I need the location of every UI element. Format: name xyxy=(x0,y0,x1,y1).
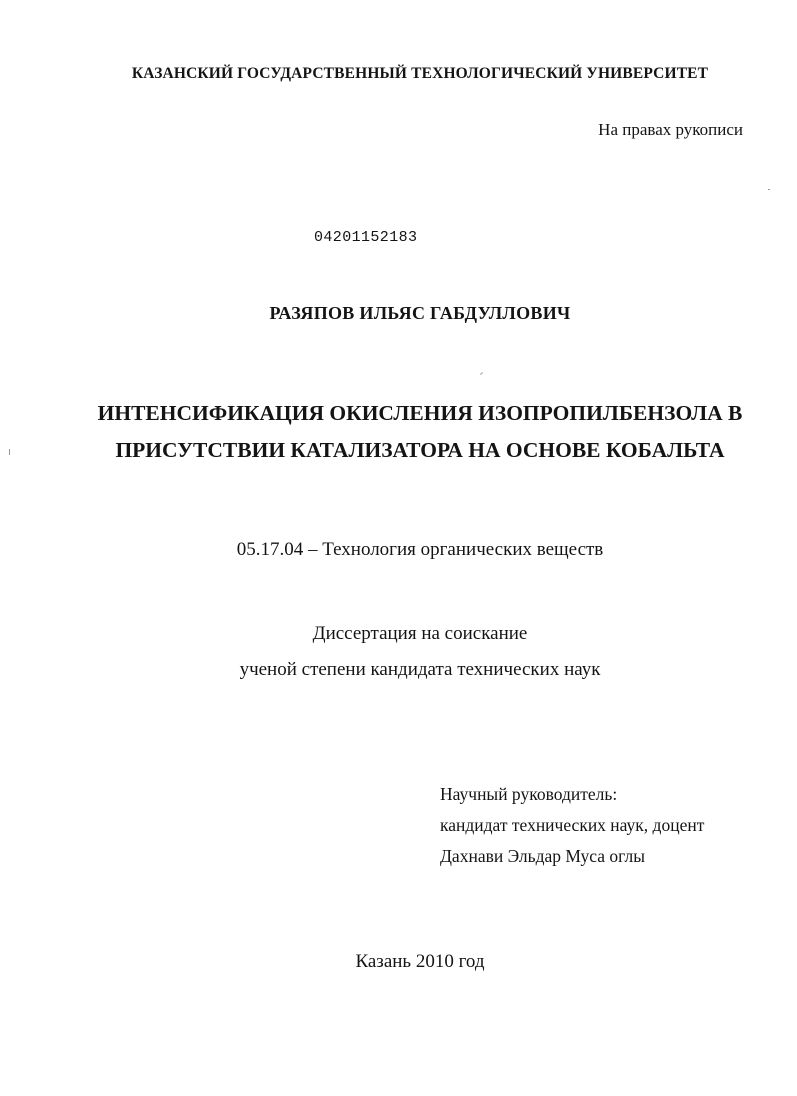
manuscript-note: На правах рукописи xyxy=(598,120,743,139)
library-code: 04201152183 xyxy=(314,229,418,246)
university-name: КАЗАНСКИЙ ГОСУДАРСТВЕННЫЙ ТЕХНОЛОГИЧЕСКИЙ УНИВЕРСИТЕТ xyxy=(131,65,709,82)
scan-speck xyxy=(480,372,483,375)
author-name: РАЗЯПОВ ИЛЬЯС ГАБДУЛЛОВИЧ xyxy=(269,303,571,323)
supervisor-name: Дахнави Эльдар Муса оглы xyxy=(440,846,645,866)
thesis-title-line-2: ПРИСУТСТВИИ КАТАЛИЗАТОРА НА ОСНОВЕ КОБАЛЬТА xyxy=(115,438,725,462)
specialty-code: 05.17.04 – Технология органических веществ xyxy=(236,539,604,560)
scan-speck xyxy=(9,449,10,455)
scan-speck xyxy=(768,189,770,190)
dissertation-type-line-2: ученой степени кандидата технических наук xyxy=(239,659,601,680)
supervisor-label: Научный руководитель: xyxy=(440,784,618,804)
dissertation-type-line-1: Диссертация на соискание xyxy=(312,623,528,644)
thesis-title-line-1: ИНТЕНСИФИКАЦИЯ ОКИСЛЕНИЯ ИЗОПРОПИЛБЕНЗОЛА В xyxy=(97,401,743,425)
city-year: Казань 2010 год xyxy=(355,951,485,972)
supervisor-degree: кандидат технических наук, доцент xyxy=(440,815,705,835)
